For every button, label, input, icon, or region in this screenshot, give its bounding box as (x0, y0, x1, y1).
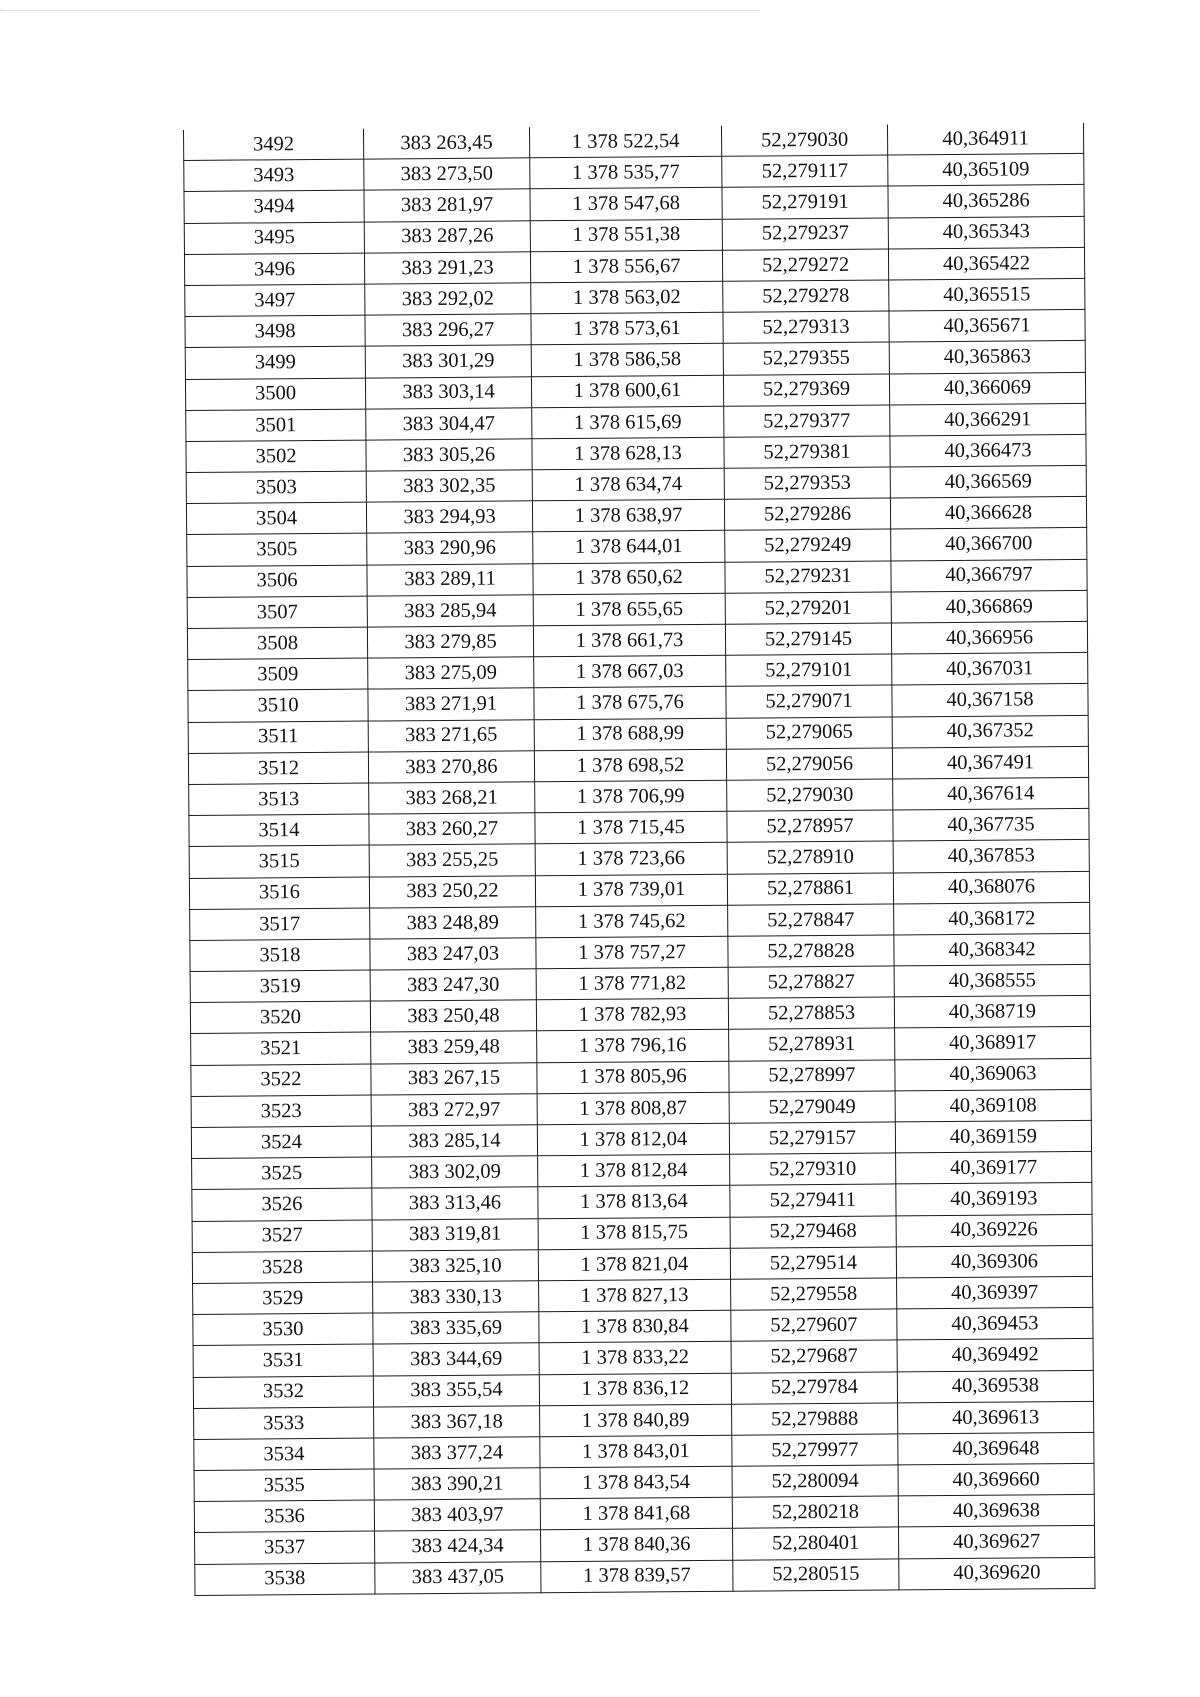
point-number-cell: 3531 (193, 1344, 373, 1377)
y-coordinate-cell: 1 378 815,75 (538, 1217, 730, 1250)
longitude-cell: 40,366069 (889, 372, 1085, 405)
y-coordinate-cell: 1 378 840,36 (541, 1529, 733, 1562)
point-number-cell: 3513 (189, 783, 369, 816)
y-coordinate-cell: 1 378 840,89 (540, 1404, 732, 1437)
point-number-cell: 3519 (190, 970, 370, 1003)
point-number-cell: 3503 (186, 471, 366, 504)
x-coordinate-cell: 383 325,10 (372, 1249, 538, 1281)
x-coordinate-cell: 383 289,11 (367, 563, 533, 595)
y-coordinate-cell: 1 378 556,67 (530, 250, 722, 283)
x-coordinate-cell: 383 267,15 (371, 1062, 537, 1094)
y-coordinate-cell: 1 378 833,22 (539, 1342, 731, 1375)
point-number-cell: 3498 (185, 315, 365, 348)
longitude-cell: 40,365286 (888, 185, 1084, 218)
y-coordinate-cell: 1 378 522,54 (529, 126, 721, 158)
longitude-cell: 40,369108 (895, 1089, 1091, 1122)
x-coordinate-cell: 383 437,05 (375, 1561, 541, 1593)
y-coordinate-cell: 1 378 634,74 (532, 468, 724, 501)
y-coordinate-cell: 1 378 796,16 (537, 1030, 729, 1063)
longitude-cell: 40,369177 (896, 1152, 1092, 1185)
point-number-cell: 3511 (188, 721, 368, 754)
x-coordinate-cell: 383 377,24 (374, 1437, 540, 1469)
x-coordinate-cell: 383 335,69 (373, 1312, 539, 1344)
latitude-cell: 52,279411 (730, 1184, 896, 1216)
y-coordinate-cell: 1 378 661,73 (533, 624, 725, 657)
x-coordinate-cell: 383 268,21 (369, 782, 535, 814)
x-coordinate-cell: 383 272,97 (371, 1094, 537, 1126)
point-number-cell: 3499 (185, 346, 365, 379)
latitude-cell: 52,279101 (726, 654, 892, 686)
latitude-cell: 52,279249 (725, 529, 891, 561)
point-number-cell: 3500 (185, 378, 365, 411)
x-coordinate-cell: 383 302,09 (372, 1156, 538, 1188)
latitude-cell: 52,279286 (724, 498, 890, 530)
latitude-cell: 52,279201 (725, 592, 891, 624)
x-coordinate-cell: 383 313,46 (372, 1187, 538, 1219)
x-coordinate-cell: 383 281,97 (364, 189, 530, 221)
x-coordinate-cell: 383 296,27 (365, 314, 531, 346)
longitude-cell: 40,364911 (887, 123, 1083, 155)
latitude-cell: 52,279191 (722, 186, 888, 218)
y-coordinate-cell: 1 378 675,76 (534, 687, 726, 720)
longitude-cell: 40,368555 (894, 964, 1090, 997)
longitude-cell: 40,366700 (891, 528, 1087, 561)
latitude-cell: 52,279278 (723, 280, 889, 312)
x-coordinate-cell: 383 260,27 (369, 813, 535, 845)
point-number-cell: 3510 (188, 689, 368, 722)
longitude-cell: 40,368342 (894, 933, 1090, 966)
longitude-cell: 40,367853 (893, 840, 1089, 873)
point-number-cell: 3493 (184, 159, 364, 192)
point-number-cell: 3518 (190, 939, 370, 972)
longitude-cell: 40,369538 (897, 1370, 1093, 1403)
point-number-cell: 3525 (192, 1157, 372, 1190)
point-number-cell: 3527 (192, 1220, 372, 1253)
point-number-cell: 3496 (184, 253, 364, 286)
y-coordinate-cell: 1 378 586,58 (531, 344, 723, 377)
y-coordinate-cell: 1 378 655,65 (533, 593, 725, 626)
latitude-cell: 52,279030 (721, 124, 887, 156)
longitude-cell: 40,367735 (893, 809, 1089, 842)
longitude-cell: 40,365109 (888, 154, 1084, 187)
x-coordinate-cell: 383 367,18 (374, 1405, 540, 1437)
longitude-cell: 40,369063 (895, 1058, 1091, 1091)
x-coordinate-cell: 383 302,35 (366, 470, 532, 502)
point-number-cell: 3512 (188, 752, 368, 785)
latitude-cell: 52,278828 (728, 935, 894, 967)
point-number-cell: 3497 (185, 284, 365, 317)
x-coordinate-cell: 383 247,30 (370, 969, 536, 1001)
latitude-cell: 52,279377 (724, 405, 890, 437)
point-number-cell: 3526 (192, 1188, 372, 1221)
point-number-cell: 3517 (190, 908, 370, 941)
longitude-cell: 40,366569 (890, 465, 1086, 498)
longitude-cell: 40,365422 (888, 247, 1084, 280)
latitude-cell: 52,279049 (729, 1091, 895, 1123)
x-coordinate-cell: 383 292,02 (365, 283, 531, 315)
y-coordinate-cell: 1 378 638,97 (532, 500, 724, 533)
x-coordinate-cell: 383 319,81 (372, 1218, 538, 1250)
longitude-cell: 40,368076 (893, 871, 1089, 904)
x-coordinate-cell: 383 287,26 (364, 220, 530, 252)
x-coordinate-cell: 383 255,25 (369, 844, 535, 876)
y-coordinate-cell: 1 378 547,68 (530, 188, 722, 221)
latitude-cell: 52,279784 (731, 1371, 897, 1403)
latitude-cell: 52,279687 (731, 1340, 897, 1372)
longitude-cell: 40,365863 (889, 341, 1085, 374)
x-coordinate-cell: 383 259,48 (371, 1031, 537, 1063)
point-number-cell: 3532 (193, 1376, 373, 1409)
y-coordinate-cell: 1 378 757,27 (536, 936, 728, 969)
latitude-cell: 52,279355 (723, 342, 889, 374)
scan-edge-line (0, 10, 760, 11)
x-coordinate-cell: 383 285,94 (367, 595, 533, 627)
y-coordinate-cell: 1 378 782,93 (536, 998, 728, 1031)
longitude-cell: 40,366291 (890, 403, 1086, 436)
point-number-cell: 3492 (183, 129, 363, 161)
point-number-cell: 3505 (187, 534, 367, 567)
latitude-cell: 52,278910 (727, 841, 893, 873)
latitude-cell: 52,279157 (729, 1122, 895, 1154)
x-coordinate-cell: 383 275,09 (368, 657, 534, 689)
y-coordinate-cell: 1 378 600,61 (531, 375, 723, 408)
x-coordinate-cell: 383 279,85 (367, 626, 533, 658)
point-number-cell: 3537 (195, 1531, 375, 1564)
x-coordinate-cell: 383 248,89 (370, 906, 536, 938)
x-coordinate-cell: 383 330,13 (373, 1281, 539, 1313)
longitude-cell: 40,369620 (899, 1557, 1095, 1590)
latitude-cell: 52,279888 (732, 1403, 898, 1435)
point-number-cell: 3523 (191, 1095, 371, 1128)
x-coordinate-cell: 383 390,21 (374, 1468, 540, 1500)
x-coordinate-cell: 383 294,93 (366, 501, 532, 533)
x-coordinate-cell: 383 271,65 (368, 719, 534, 751)
point-number-cell: 3538 (195, 1563, 375, 1596)
table-row (195, 1557, 1095, 1595)
y-coordinate-cell: 1 378 827,13 (539, 1279, 731, 1312)
longitude-cell: 40,369660 (898, 1463, 1094, 1496)
latitude-cell: 52,279065 (726, 717, 892, 749)
longitude-cell: 40,369648 (898, 1432, 1094, 1465)
latitude-cell: 52,279272 (722, 249, 888, 281)
longitude-cell: 40,368172 (894, 902, 1090, 935)
point-number-cell: 3515 (189, 845, 369, 878)
y-coordinate-cell: 1 378 745,62 (536, 905, 728, 938)
latitude-cell: 52,278931 (729, 1028, 895, 1060)
longitude-cell: 40,366628 (890, 497, 1086, 530)
x-coordinate-cell: 383 291,23 (364, 252, 530, 284)
latitude-cell: 52,279514 (730, 1247, 896, 1279)
x-coordinate-cell: 383 250,22 (369, 875, 535, 907)
longitude-cell: 40,369159 (895, 1120, 1091, 1153)
y-coordinate-cell: 1 378 805,96 (537, 1061, 729, 1094)
longitude-cell: 40,365671 (889, 310, 1085, 343)
longitude-cell: 40,369492 (897, 1339, 1093, 1372)
latitude-cell: 52,279310 (730, 1153, 896, 1185)
coordinate-table-container (183, 123, 1094, 1596)
point-number-cell: 3535 (194, 1469, 374, 1502)
y-coordinate-cell: 1 378 771,82 (536, 967, 728, 1000)
y-coordinate-cell: 1 378 698,52 (534, 749, 726, 782)
longitude-cell: 40,365515 (889, 278, 1085, 311)
point-number-cell: 3533 (194, 1407, 374, 1440)
longitude-cell: 40,369397 (897, 1276, 1093, 1309)
x-coordinate-cell: 383 250,48 (370, 1000, 536, 1032)
latitude-cell: 52,279313 (723, 311, 889, 343)
latitude-cell: 52,279381 (724, 436, 890, 468)
longitude-cell: 40,368719 (894, 996, 1090, 1029)
latitude-cell: 52,279117 (722, 155, 888, 187)
y-coordinate-cell: 1 378 667,03 (534, 655, 726, 688)
point-number-cell: 3506 (187, 565, 367, 598)
latitude-cell: 52,279369 (723, 373, 889, 405)
point-number-cell: 3507 (187, 596, 367, 629)
longitude-cell: 40,367491 (892, 746, 1088, 779)
y-coordinate-cell: 1 378 715,45 (535, 811, 727, 844)
point-number-cell: 3502 (186, 440, 366, 473)
latitude-cell: 52,279607 (731, 1309, 897, 1341)
latitude-cell: 52,278997 (729, 1060, 895, 1092)
latitude-cell: 52,280094 (732, 1465, 898, 1497)
longitude-cell: 40,369638 (898, 1495, 1094, 1528)
point-number-cell: 3530 (193, 1313, 373, 1346)
latitude-cell: 52,279353 (724, 467, 890, 499)
x-coordinate-cell: 383 247,03 (370, 938, 536, 970)
y-coordinate-cell: 1 378 808,87 (537, 1092, 729, 1125)
x-coordinate-cell: 383 424,34 (375, 1530, 541, 1562)
longitude-cell: 40,365343 (888, 216, 1084, 249)
x-coordinate-cell: 383 270,86 (368, 751, 534, 783)
longitude-cell: 40,369193 (896, 1183, 1092, 1216)
y-coordinate-cell: 1 378 688,99 (534, 718, 726, 751)
y-coordinate-cell: 1 378 615,69 (532, 406, 724, 439)
latitude-cell: 52,279468 (730, 1215, 896, 1247)
longitude-cell: 40,366869 (891, 590, 1087, 623)
y-coordinate-cell: 1 378 830,84 (539, 1310, 731, 1343)
y-coordinate-cell: 1 378 839,57 (541, 1560, 733, 1593)
y-coordinate-cell: 1 378 644,01 (533, 531, 725, 564)
longitude-cell: 40,367352 (892, 715, 1088, 748)
longitude-cell: 40,369613 (898, 1401, 1094, 1434)
y-coordinate-cell: 1 378 821,04 (538, 1248, 730, 1281)
x-coordinate-cell: 383 263,45 (363, 127, 529, 159)
y-coordinate-cell: 1 378 573,61 (531, 312, 723, 345)
latitude-cell: 52,278861 (727, 872, 893, 904)
point-number-cell: 3521 (191, 1032, 371, 1065)
x-coordinate-cell: 383 271,91 (368, 688, 534, 720)
longitude-cell: 40,367614 (893, 777, 1089, 810)
y-coordinate-cell: 1 378 739,01 (535, 874, 727, 907)
y-coordinate-cell: 1 378 706,99 (535, 780, 727, 813)
y-coordinate-cell: 1 378 650,62 (533, 562, 725, 595)
latitude-cell: 52,279558 (731, 1278, 897, 1310)
y-coordinate-cell: 1 378 843,54 (540, 1466, 732, 1499)
y-coordinate-cell: 1 378 813,64 (538, 1186, 730, 1219)
latitude-cell: 52,280218 (732, 1496, 898, 1528)
y-coordinate-cell: 1 378 841,68 (540, 1497, 732, 1530)
x-coordinate-cell: 383 301,29 (365, 345, 531, 377)
point-number-cell: 3509 (188, 658, 368, 691)
longitude-cell: 40,366797 (891, 559, 1087, 592)
longitude-cell: 40,369627 (898, 1526, 1094, 1559)
x-coordinate-cell: 383 403,97 (374, 1499, 540, 1531)
longitude-cell: 40,368917 (895, 1027, 1091, 1060)
point-number-cell: 3536 (194, 1500, 374, 1533)
latitude-cell: 52,278827 (728, 966, 894, 998)
latitude-cell: 52,278853 (728, 997, 894, 1029)
x-coordinate-cell: 383 290,96 (367, 532, 533, 564)
point-number-cell: 3494 (184, 190, 364, 223)
x-coordinate-cell: 383 344,69 (373, 1343, 539, 1375)
longitude-cell: 40,367158 (892, 684, 1088, 717)
point-number-cell: 3522 (191, 1064, 371, 1097)
point-number-cell: 3504 (186, 502, 366, 535)
point-number-cell: 3508 (187, 627, 367, 660)
y-coordinate-cell: 1 378 812,04 (537, 1123, 729, 1156)
latitude-cell: 52,279977 (732, 1434, 898, 1466)
coordinate-table-body (183, 123, 1094, 1595)
x-coordinate-cell: 383 303,14 (365, 376, 531, 408)
longitude-cell: 40,367031 (892, 653, 1088, 686)
y-coordinate-cell: 1 378 723,66 (535, 843, 727, 876)
point-number-cell: 3524 (191, 1126, 371, 1159)
latitude-cell: 52,279056 (726, 748, 892, 780)
longitude-cell: 40,369306 (896, 1245, 1092, 1278)
latitude-cell: 52,278957 (727, 810, 893, 842)
y-coordinate-cell: 1 378 628,13 (532, 437, 724, 470)
longitude-cell: 40,369453 (897, 1308, 1093, 1341)
latitude-cell: 52,279145 (725, 623, 891, 655)
x-coordinate-cell: 383 305,26 (366, 439, 532, 471)
longitude-cell: 40,369226 (896, 1214, 1092, 1247)
point-number-cell: 3534 (194, 1438, 374, 1471)
point-number-cell: 3516 (189, 877, 369, 910)
y-coordinate-cell: 1 378 843,01 (540, 1435, 732, 1468)
latitude-cell: 52,279237 (722, 218, 888, 250)
latitude-cell: 52,279231 (725, 561, 891, 593)
y-coordinate-cell: 1 378 551,38 (530, 219, 722, 252)
y-coordinate-cell: 1 378 563,02 (531, 281, 723, 314)
longitude-cell: 40,366956 (891, 621, 1087, 654)
x-coordinate-cell: 383 273,50 (364, 158, 530, 190)
latitude-cell: 52,280515 (733, 1559, 899, 1591)
latitude-cell: 52,278847 (728, 904, 894, 936)
y-coordinate-cell: 1 378 535,77 (530, 156, 722, 189)
point-number-cell: 3529 (193, 1282, 373, 1315)
coordinate-table (183, 123, 1095, 1596)
point-number-cell: 3495 (184, 222, 364, 255)
x-coordinate-cell: 383 285,14 (371, 1125, 537, 1157)
point-number-cell: 3520 (190, 1001, 370, 1034)
point-number-cell: 3528 (192, 1251, 372, 1284)
point-number-cell: 3514 (189, 814, 369, 847)
y-coordinate-cell: 1 378 812,84 (538, 1154, 730, 1187)
latitude-cell: 52,279071 (726, 685, 892, 717)
latitude-cell: 52,279030 (727, 779, 893, 811)
longitude-cell: 40,366473 (890, 434, 1086, 467)
point-number-cell: 3501 (186, 409, 366, 442)
x-coordinate-cell: 383 355,54 (373, 1374, 539, 1406)
latitude-cell: 52,280401 (733, 1527, 899, 1559)
x-coordinate-cell: 383 304,47 (366, 407, 532, 439)
y-coordinate-cell: 1 378 836,12 (539, 1373, 731, 1406)
